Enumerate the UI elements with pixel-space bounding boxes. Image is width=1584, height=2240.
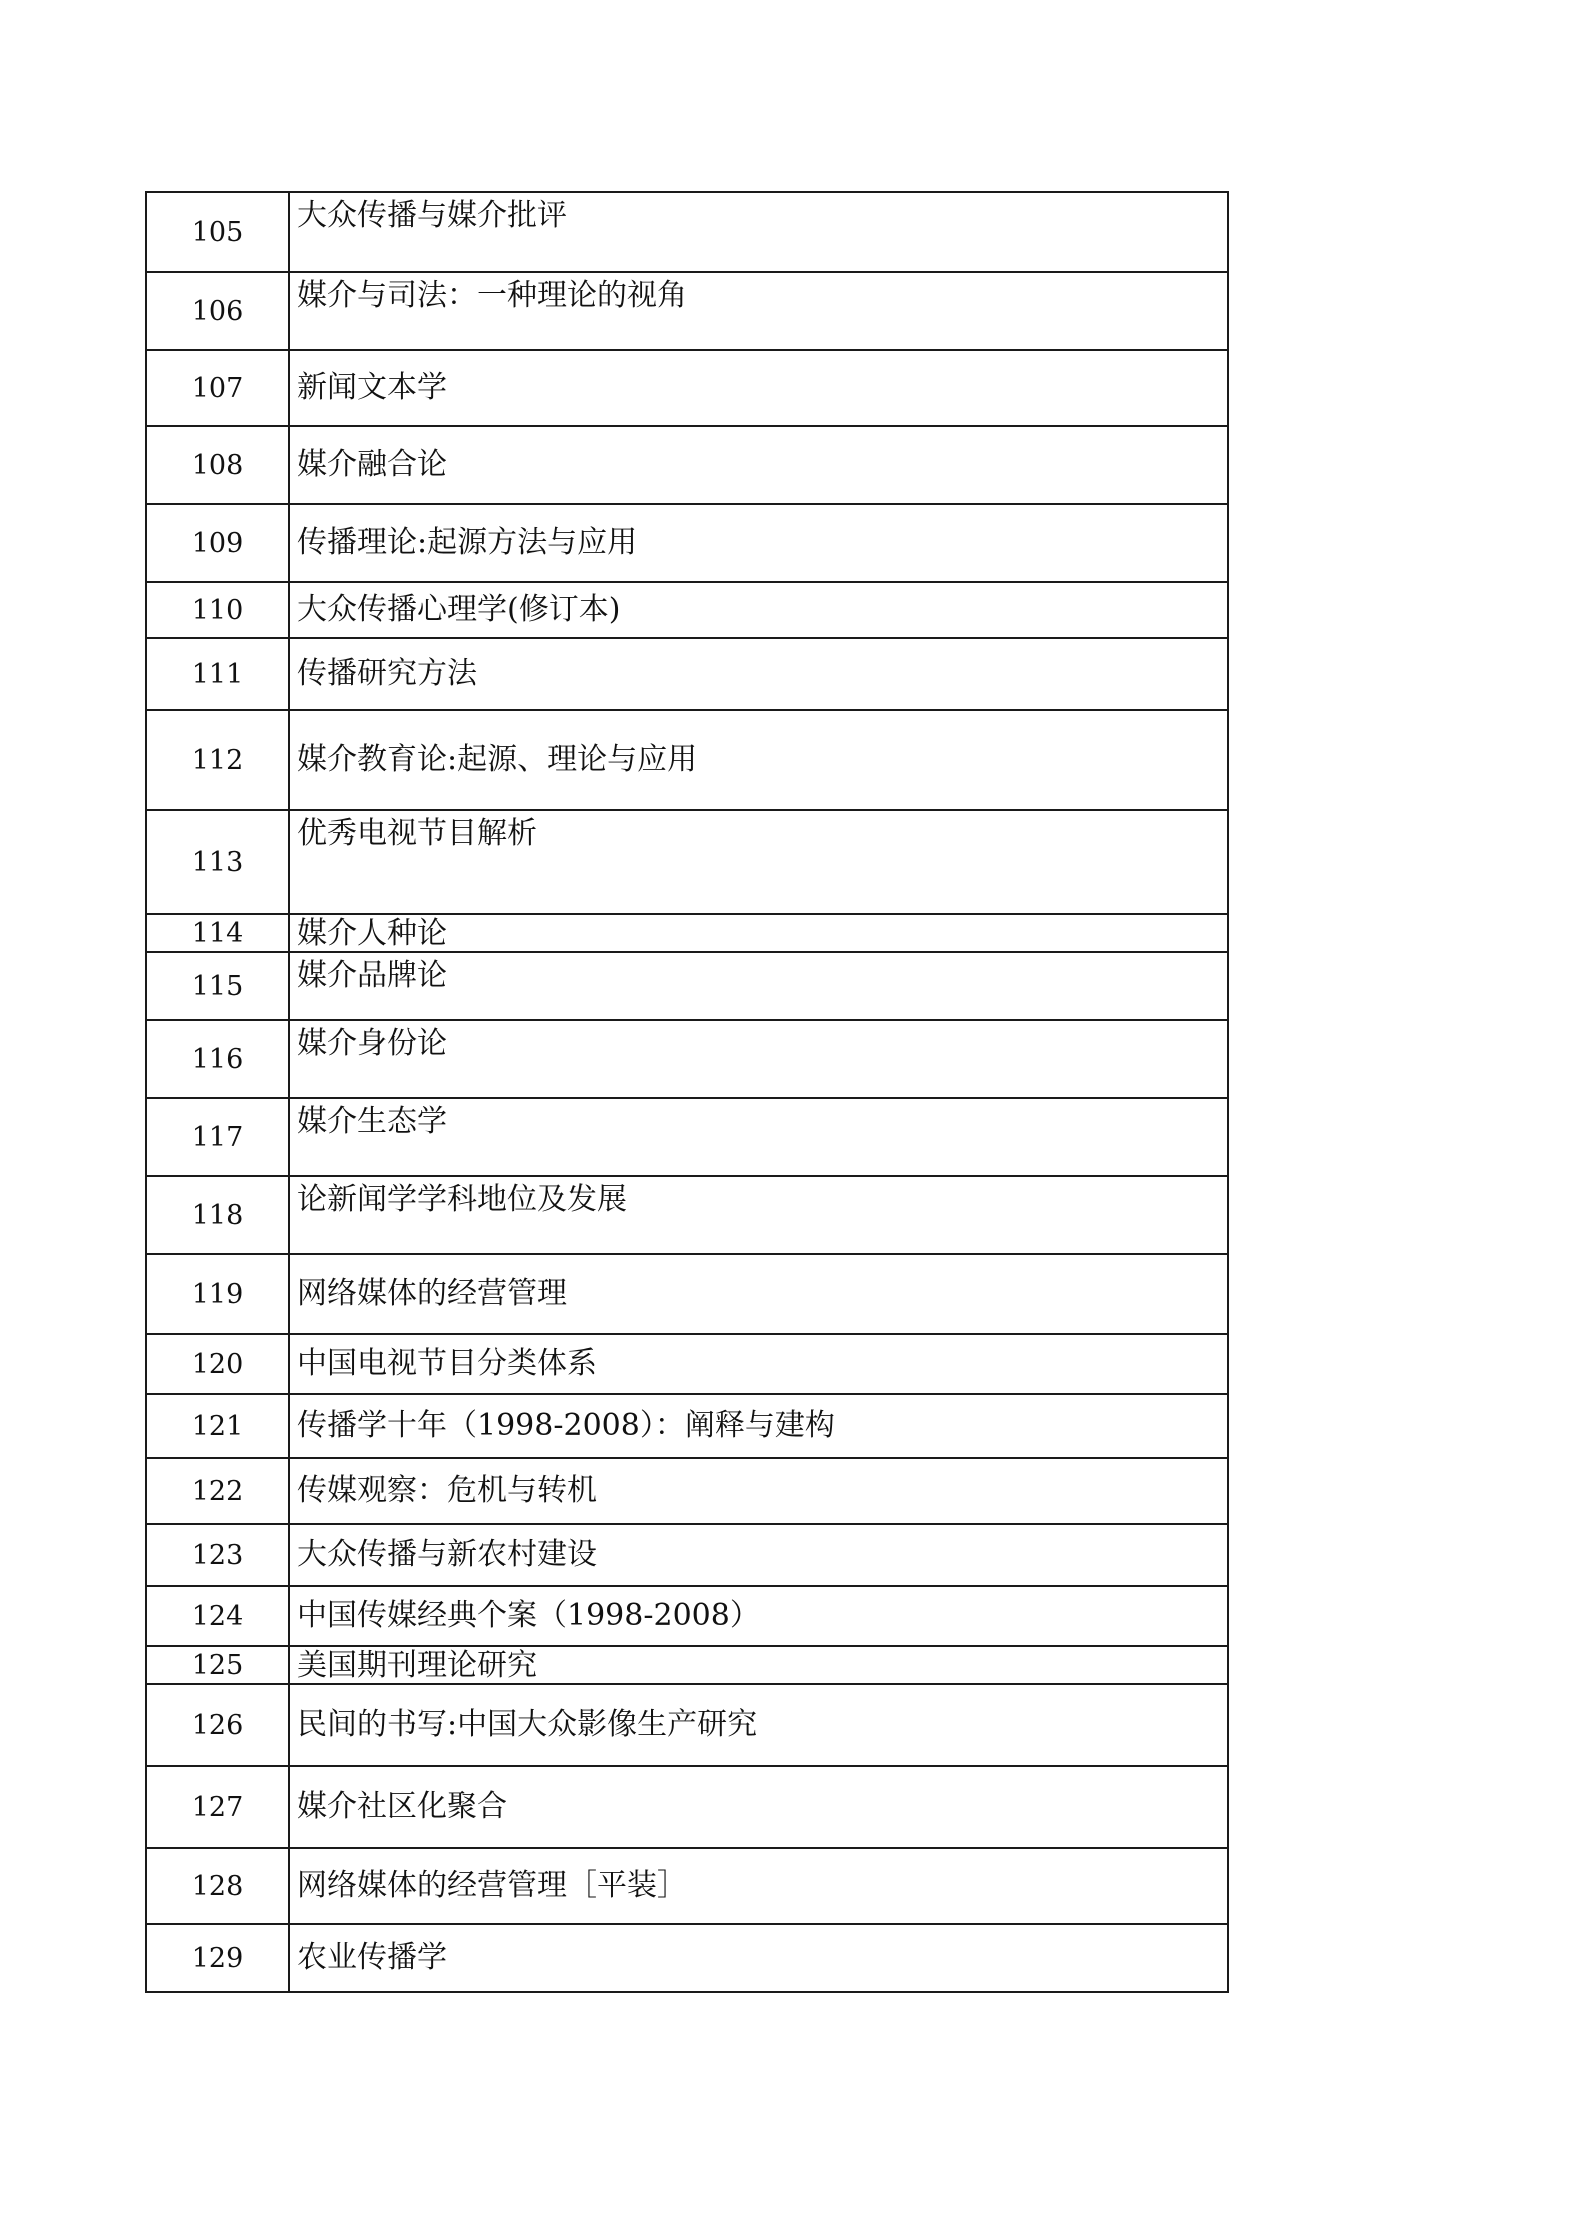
table-row bbox=[147, 709, 1227, 809]
table-row bbox=[147, 1765, 1227, 1847]
row-number: 125 bbox=[147, 1647, 290, 1683]
book-title: 中国电视节目分类体系 bbox=[297, 1345, 597, 1381]
book-title: 网络媒体的经营管理 bbox=[297, 1275, 567, 1311]
row-number: 110 bbox=[147, 583, 290, 637]
row-number: 118 bbox=[147, 1177, 290, 1253]
table-row bbox=[147, 581, 1227, 637]
row-number: 107 bbox=[147, 351, 290, 425]
row-number: 114 bbox=[147, 915, 290, 951]
book-title: 媒介教育论:起源、理论与应用 bbox=[297, 741, 698, 777]
book-title: 美国期刊理论研究 bbox=[297, 1647, 537, 1683]
table-row bbox=[147, 503, 1227, 581]
table-row bbox=[147, 193, 1227, 271]
table-row bbox=[147, 951, 1227, 1019]
book-title: 媒介人种论 bbox=[297, 915, 447, 951]
book-title: 传媒观察：危机与转机 bbox=[297, 1472, 597, 1508]
row-number: 123 bbox=[147, 1525, 290, 1585]
table-row bbox=[147, 1097, 1227, 1175]
row-number: 112 bbox=[147, 711, 290, 809]
row-number: 121 bbox=[147, 1395, 290, 1457]
row-number: 129 bbox=[147, 1925, 290, 1991]
row-number: 115 bbox=[147, 953, 290, 1019]
table-row bbox=[147, 1523, 1227, 1585]
table-row bbox=[147, 1333, 1227, 1393]
book-title: 媒介生态学 bbox=[297, 1104, 447, 1139]
book-title: 媒介品牌论 bbox=[297, 958, 447, 993]
book-title: 媒介身份论 bbox=[297, 1026, 447, 1061]
table-row bbox=[147, 1645, 1227, 1683]
row-number: 119 bbox=[147, 1255, 290, 1333]
row-number: 116 bbox=[147, 1021, 290, 1097]
table-row bbox=[147, 1019, 1227, 1097]
book-title: 网络媒体的经营管理［平装］ bbox=[297, 1867, 687, 1903]
book-title: 传播学十年（1998-2008）：阐释与建构 bbox=[297, 1407, 835, 1443]
table-row bbox=[147, 637, 1227, 709]
book-title: 媒介与司法：一种理论的视角 bbox=[297, 278, 687, 313]
row-number: 127 bbox=[147, 1767, 290, 1847]
row-number: 128 bbox=[147, 1849, 290, 1923]
row-number: 108 bbox=[147, 427, 290, 503]
row-number: 105 bbox=[147, 193, 290, 271]
book-title: 新闻文本学 bbox=[297, 369, 447, 405]
table-row bbox=[147, 425, 1227, 503]
table-row bbox=[147, 809, 1227, 913]
book-title: 大众传播与新农村建设 bbox=[297, 1536, 597, 1572]
row-number: 111 bbox=[147, 639, 290, 709]
table-row bbox=[147, 1847, 1227, 1923]
table-row bbox=[147, 1457, 1227, 1523]
book-title: 论新闻学学科地位及发展 bbox=[297, 1182, 627, 1217]
row-number: 106 bbox=[147, 273, 290, 349]
book-title: 大众传播心理学(修订本) bbox=[297, 591, 621, 627]
table-row bbox=[147, 1923, 1227, 1991]
table-row bbox=[147, 1585, 1227, 1645]
book-title: 媒介融合论 bbox=[297, 446, 447, 482]
row-number: 124 bbox=[147, 1587, 290, 1645]
table-row bbox=[147, 1175, 1227, 1253]
book-title: 传播理论:起源方法与应用 bbox=[297, 524, 638, 560]
book-title: 传播研究方法 bbox=[297, 655, 477, 691]
book-title: 农业传播学 bbox=[297, 1939, 447, 1975]
book-list-table bbox=[145, 191, 1229, 1993]
book-title: 优秀电视节目解析 bbox=[297, 816, 537, 851]
table-row bbox=[147, 271, 1227, 349]
row-number: 113 bbox=[147, 811, 290, 913]
book-title: 媒介社区化聚合 bbox=[297, 1788, 507, 1824]
row-number: 120 bbox=[147, 1335, 290, 1393]
table-row bbox=[147, 1393, 1227, 1457]
row-number: 109 bbox=[147, 505, 290, 581]
table-row bbox=[147, 1253, 1227, 1333]
table-row bbox=[147, 1683, 1227, 1765]
book-title: 民间的书写:中国大众影像生产研究 bbox=[297, 1706, 758, 1742]
row-number: 117 bbox=[147, 1099, 290, 1175]
table-row bbox=[147, 349, 1227, 425]
table-row bbox=[147, 913, 1227, 951]
book-title: 大众传播与媒介批评 bbox=[297, 198, 567, 233]
row-number: 126 bbox=[147, 1685, 290, 1765]
row-number: 122 bbox=[147, 1459, 290, 1523]
book-title: 中国传媒经典个案（1998-2008） bbox=[297, 1597, 760, 1633]
